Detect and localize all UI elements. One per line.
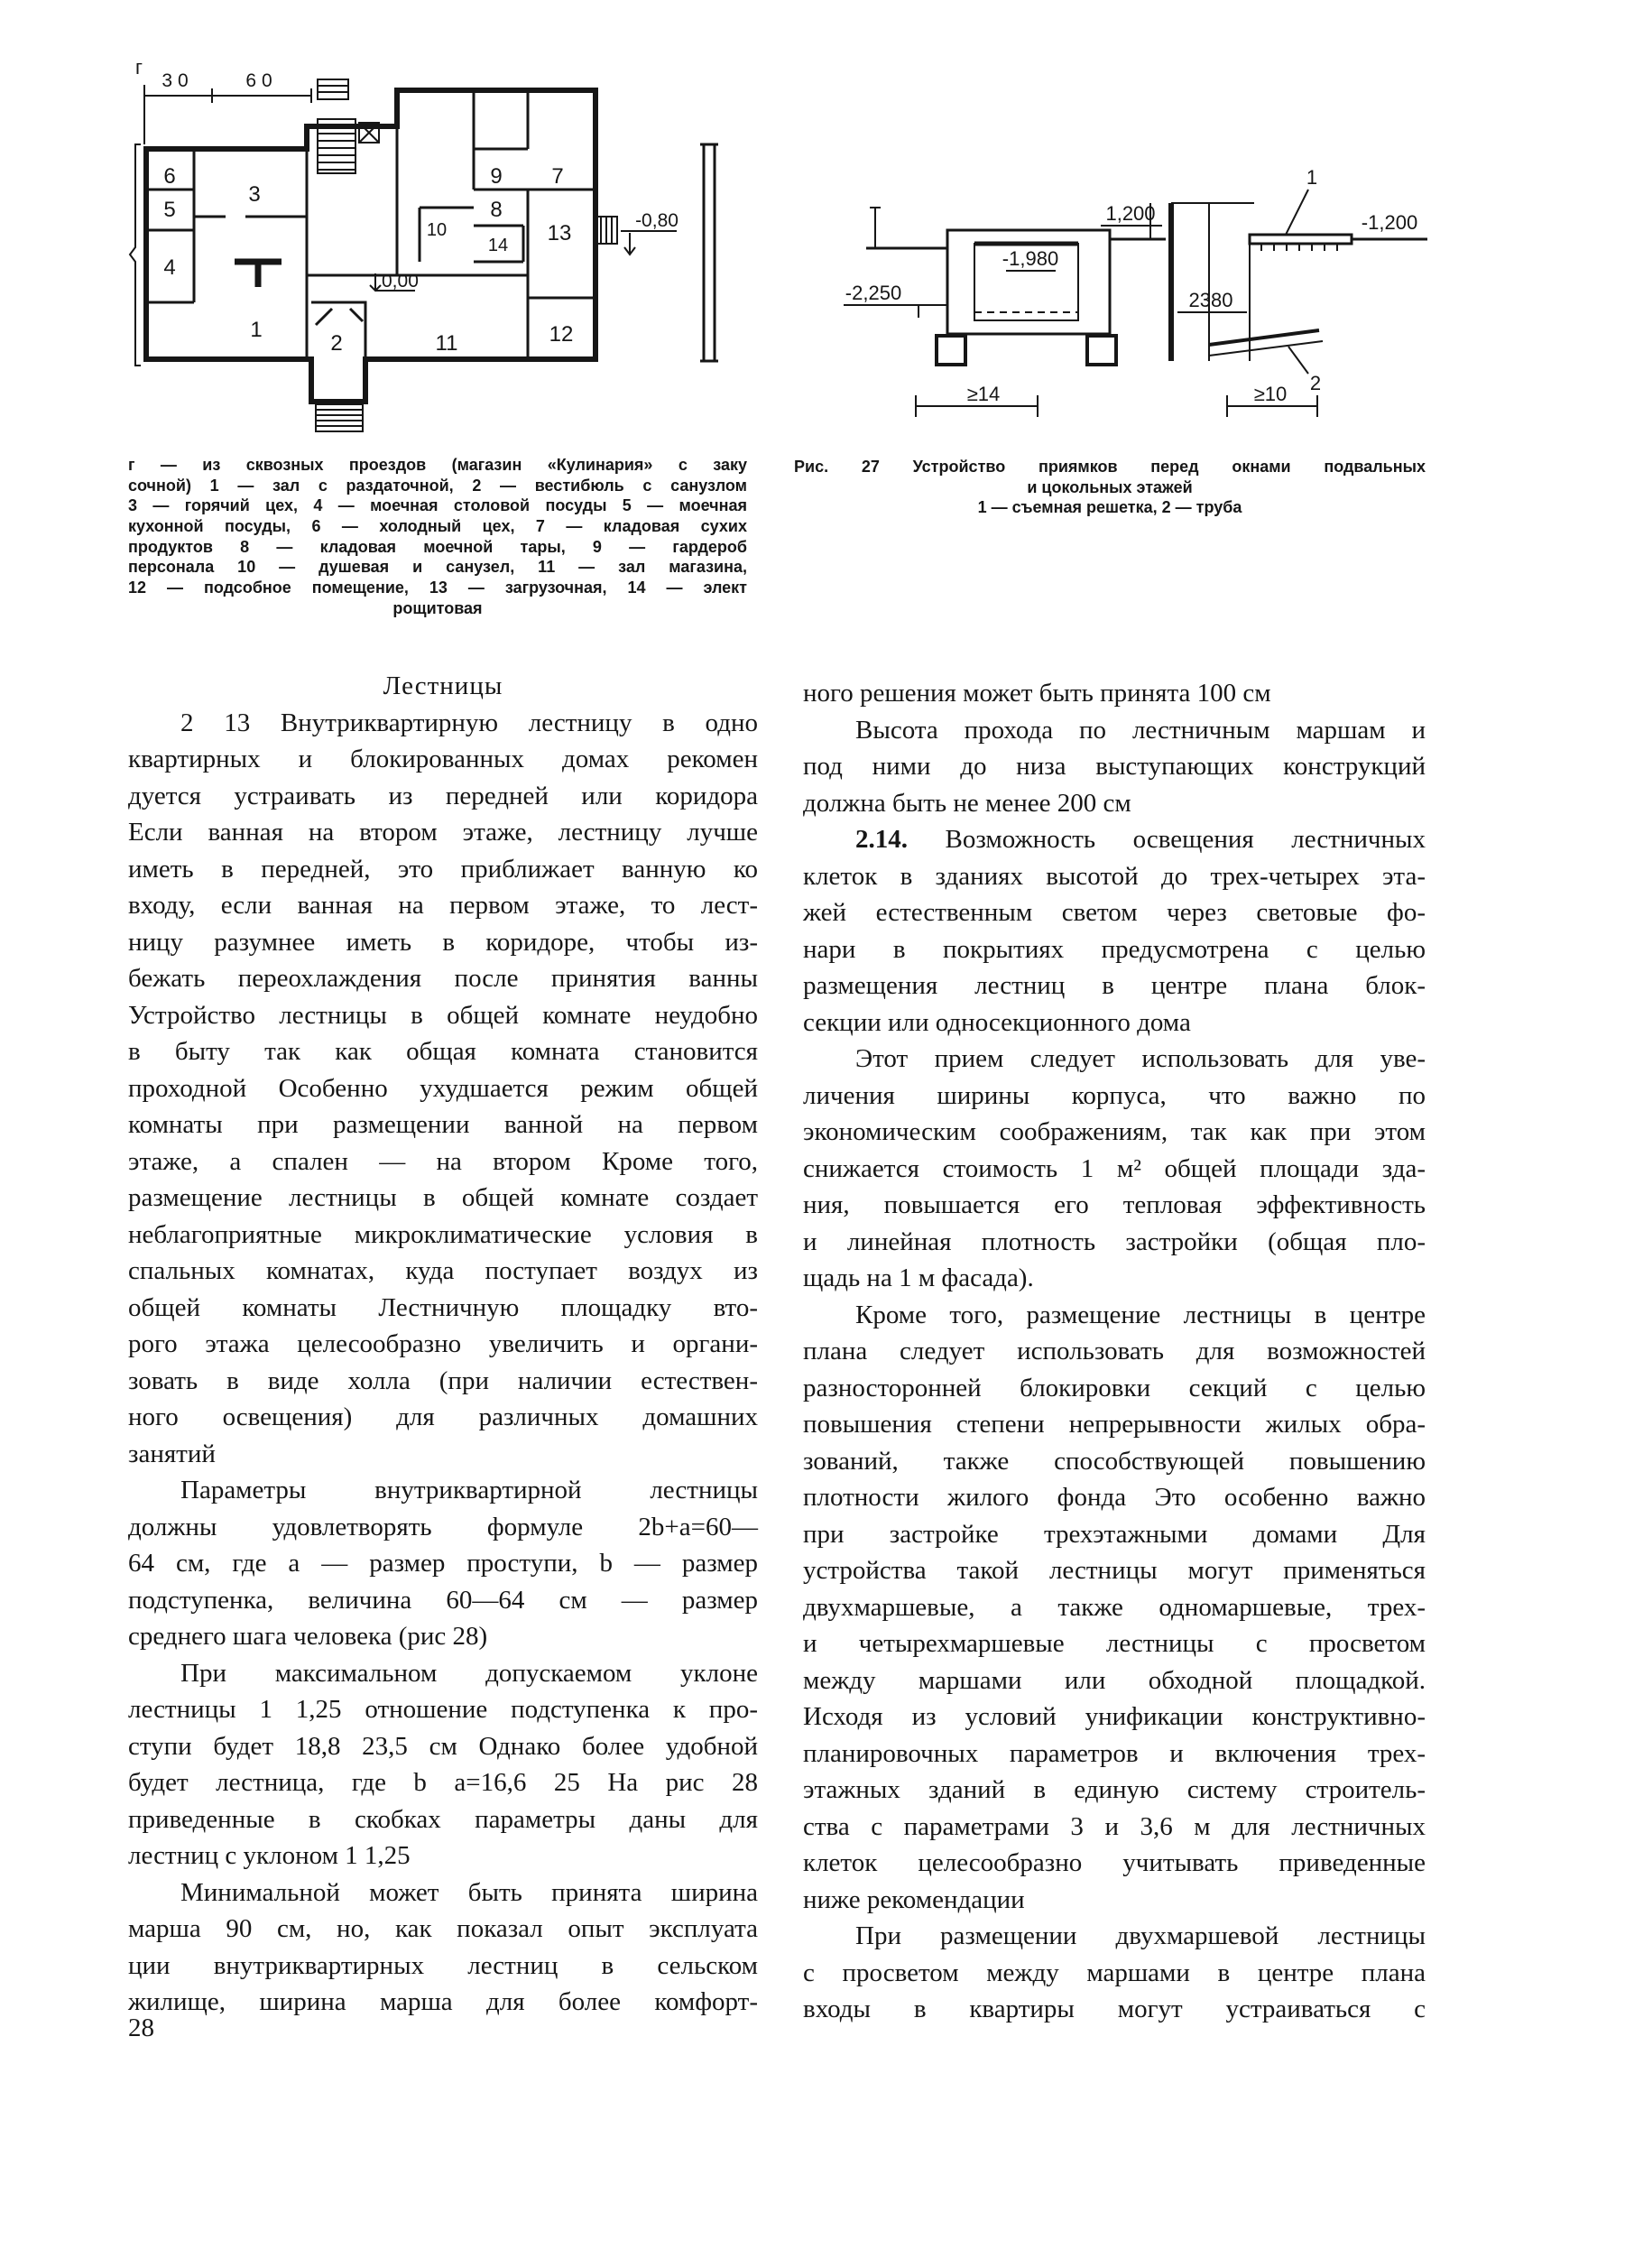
caption-line: 3 — горячий цех, 4 — моечная столовой посуды 5 — моечная bbox=[128, 496, 747, 515]
text-line: с просветом между маршами в центре плана bbox=[803, 1958, 1426, 1987]
plan-level-label: 0,00 bbox=[382, 271, 419, 292]
text-line: приведенные в скобках параметры даны для bbox=[128, 1804, 758, 1834]
text-line: Если ванная на втором этаже, лестницу лучше bbox=[128, 818, 758, 847]
text-line: секции или односекционного дома bbox=[803, 1007, 1191, 1037]
text-line: проходной Особенно ухудшается режим общей bbox=[128, 1073, 758, 1103]
plan-entrance-steps bbox=[316, 404, 363, 431]
room-number: 8 bbox=[490, 198, 503, 222]
caption-legend: 1 — съемная решетка, 2 — труба bbox=[977, 498, 1242, 517]
text-line: клеток в зданиях высотой до трех-четырех эта- bbox=[803, 861, 1426, 891]
paragraph bbox=[803, 1041, 1426, 1297]
text-line: зовать в виде холла (при наличии естествен- bbox=[128, 1365, 758, 1395]
paragraph bbox=[128, 1655, 758, 1875]
caption-line bbox=[794, 457, 1426, 477]
text-line: разносторонней блокировки секций с целью bbox=[803, 1373, 1426, 1402]
text-line: ства с параметрами 3 и 3,6 м для лестничных bbox=[803, 1811, 1426, 1841]
text-line: будет лестница, где b a=16,6 25 На рис 28 bbox=[128, 1768, 758, 1797]
text-line: 64 см, где a — размер проступи, b — размер bbox=[128, 1549, 758, 1578]
text-line: этаже, а спален — на втором Кроме того, bbox=[128, 1146, 758, 1176]
room-number: 5 bbox=[163, 198, 176, 222]
paragraph bbox=[128, 1875, 758, 2021]
text-line: снижается стоимость 1 м² общей площади зда- bbox=[803, 1153, 1426, 1183]
text-line: Устройство лестницы в общей комнате неудобно bbox=[128, 1000, 758, 1030]
text-line: лестницы 1 1,25 отношение подступенка к про- bbox=[128, 1695, 758, 1724]
section-labels bbox=[845, 166, 1417, 405]
section-heading: Лестницы bbox=[383, 671, 503, 700]
text-line: и линейная плотность застройки (общая пло- bbox=[803, 1227, 1426, 1256]
room-number: 12 bbox=[549, 322, 574, 347]
text-line: клеток целесообразно учитывать приведенные bbox=[803, 1848, 1426, 1877]
room-number: 11 bbox=[435, 331, 458, 356]
plan-right-wall-bar bbox=[700, 144, 718, 361]
text-line: Кроме того, размещение лестницы в центре bbox=[855, 1300, 1426, 1329]
plan-counter-symbol bbox=[235, 262, 282, 287]
text-line: иметь в передней, это приближает ванную ко bbox=[128, 854, 758, 884]
right-paragraphs bbox=[803, 675, 1426, 2028]
text-line: ницу разумнее иметь в коридоре, чтобы из- bbox=[128, 927, 758, 957]
text-line: плотности жилого фонда Это особенно важно bbox=[803, 1483, 1426, 1512]
text-line: должны удовлетворять формуле 2b+a=60— bbox=[128, 1512, 758, 1541]
width-label: ≥14 bbox=[966, 383, 1001, 405]
text-line: дуется устраивать из передней или коридора bbox=[128, 781, 758, 810]
text-line: двухмаршевые, а также одномаршевые, трех- bbox=[803, 1592, 1426, 1622]
text-line: рого этажа целесообразно увеличить и органи- bbox=[128, 1329, 758, 1358]
text-line: при застройке трехэтажными домами Для bbox=[803, 1519, 1426, 1549]
plan-axis-label: г bbox=[135, 56, 143, 79]
text-line: между маршами или обходной площадкой. bbox=[803, 1665, 1426, 1695]
text-line: жей естественным светом через световые фо- bbox=[803, 898, 1426, 927]
plan-level-label: -0,80 bbox=[635, 210, 679, 231]
room-number: 2 bbox=[330, 331, 343, 356]
text-line: личения ширины корпуса, что важно по bbox=[803, 1080, 1426, 1110]
text-line: входы в квартиры могут устраиваться с bbox=[803, 1995, 1426, 2023]
paragraph bbox=[803, 821, 1426, 1041]
caption-line: персонала 10 — душевая и санузел, 11 — зал магазина, bbox=[128, 558, 747, 577]
text-line: входу, если ванная на первом этаже, то лест- bbox=[128, 891, 758, 920]
text-line: занятий bbox=[128, 1439, 216, 1468]
plan-room-numbers bbox=[163, 164, 573, 356]
text-line: жилище, ширина марша для более комфорт- bbox=[128, 1987, 758, 2016]
areaway-section-figure bbox=[830, 153, 1435, 433]
text-line: При максимальном допускаемом уклоне bbox=[180, 1658, 758, 1688]
text-line: При размещении двухмаршевой лестницы bbox=[855, 1921, 1426, 1950]
text-line: ступи будет 18,8 23,5 см Однако более удобной bbox=[128, 1731, 758, 1761]
room-number: 7 bbox=[551, 164, 564, 189]
caption-line: 12 — подсобное помещение, 13 — загрузочная, 14 — элект bbox=[128, 579, 747, 597]
text-line: бежать переохлаждения после принятия ванны bbox=[128, 964, 758, 993]
paragraph bbox=[803, 1297, 1426, 1919]
caption-line: сочной) 1 — зал с раздаточной, 2 — вестибюль с санузлом bbox=[128, 476, 747, 495]
level-label: -2,250 bbox=[845, 282, 902, 304]
text-line: в быту так как общая комната становится bbox=[128, 1037, 758, 1066]
caption-line: продуктов 8 — кладовая моечной тары, 9 — гардероб bbox=[128, 537, 747, 556]
text-line bbox=[803, 821, 1426, 858]
text-line: квартирных и блокированных домах рекомен bbox=[128, 745, 758, 773]
room-number: 1 bbox=[250, 318, 263, 342]
room-number: 10 bbox=[426, 220, 448, 240]
room-number: 6 bbox=[163, 164, 176, 189]
room-number: 9 bbox=[490, 164, 503, 189]
paragraph bbox=[803, 675, 1426, 712]
text-line: Параметры внутриквартирной лестницы bbox=[180, 1476, 758, 1504]
callout-number: 2 bbox=[1309, 372, 1322, 394]
text-line: марша 90 см, но, как показал опыт эксплуата bbox=[128, 1914, 758, 1943]
caption-line: и цокольных этажей bbox=[1027, 477, 1193, 496]
line-text: Возможность освещения лестничных bbox=[945, 825, 1426, 854]
text-line: щадь на 1 м фасада). bbox=[803, 1264, 1034, 1292]
text-line: должна быть не менее 200 см bbox=[803, 788, 1131, 818]
text-line: планировочных параметров и включения трех- bbox=[803, 1738, 1426, 1768]
floor-plan-caption bbox=[128, 455, 747, 619]
clause-number: 2.14. bbox=[855, 825, 908, 854]
text-line: размещение лестницы в общей комнате создает bbox=[128, 1183, 758, 1212]
text-line: этажных зданий в единую систему строитель- bbox=[803, 1775, 1426, 1804]
text-line: ния, повышается его тепловая эффективность bbox=[803, 1190, 1426, 1219]
level-label: -1,980 bbox=[1002, 247, 1059, 270]
level-label: 1,200 bbox=[1105, 202, 1156, 225]
text-line: общей комнаты Лестничную площадку вто- bbox=[128, 1292, 758, 1322]
plan-dimension-label: 30 bbox=[162, 70, 194, 91]
text-line: ниже рекомендации bbox=[803, 1884, 1025, 1914]
text-line: Минимальной может быть принята ширина bbox=[180, 1877, 758, 1907]
caption-line: рощитовая bbox=[392, 598, 483, 617]
text-line: зований, также способствующей повышению bbox=[803, 1446, 1426, 1476]
text-line: спальных комнатах, куда поступает воздух из bbox=[128, 1256, 758, 1285]
level-label: -1,200 bbox=[1361, 211, 1418, 234]
floor-plan-figure bbox=[126, 54, 722, 442]
width-label: ≥10 bbox=[1253, 383, 1288, 405]
caption-line: кухонной посуды, 6 — холодный цех, 7 — кладовая сухих bbox=[128, 517, 747, 536]
room-number: 3 bbox=[248, 182, 261, 207]
text-line: ции внутриквартирных лестниц в сельском bbox=[128, 1950, 758, 1980]
text-line: лестниц с уклоном 1 1,25 bbox=[128, 1841, 411, 1870]
text-line: устройства такой лестницы могут применяться bbox=[803, 1556, 1426, 1585]
text-line: ного решения может быть принята 100 см bbox=[803, 679, 1271, 708]
text-line: ного освещения) для различных домашних bbox=[128, 1402, 758, 1431]
page-number: 28 bbox=[128, 2013, 154, 2042]
text-line: неблагоприятные микроклиматические условия в bbox=[128, 1219, 758, 1249]
room-number: 4 bbox=[163, 255, 176, 280]
plan-outline-brace bbox=[130, 144, 141, 366]
text-line: среднего шага человека (рис 28) bbox=[128, 1622, 488, 1651]
plan-dimension-label: 60 bbox=[245, 70, 278, 91]
text-line: нари в покрытиях предусмотрена с целью bbox=[803, 934, 1426, 964]
text-line: Высота прохода по лестничным маршам и bbox=[855, 715, 1426, 745]
text-line: плана следует использовать для возможностей bbox=[803, 1337, 1426, 1365]
section-left-drawing bbox=[844, 203, 1166, 417]
height-label: 2380 bbox=[1188, 289, 1233, 311]
text-line: Этот прием следует использовать для уве- bbox=[855, 1044, 1426, 1073]
text-line: под ними до низа выступающих конструкций bbox=[803, 752, 1426, 781]
text-line: повышения степени непрерывности жилых обра- bbox=[803, 1410, 1426, 1439]
text-line: подступенка, величина 60—64 см — размер bbox=[128, 1585, 758, 1615]
areaway-caption bbox=[794, 457, 1426, 518]
text-line: экономическим соображениям, так как при этом bbox=[803, 1117, 1426, 1146]
left-text-column bbox=[128, 668, 758, 2021]
plan-dimension-chain bbox=[144, 85, 311, 144]
text-line: и четырехмаршевые лестницы с просветом bbox=[803, 1629, 1426, 1658]
left-paragraphs bbox=[128, 705, 758, 2021]
text-line: размещения лестниц в центре плана блок- bbox=[803, 971, 1426, 1000]
paragraph bbox=[128, 1472, 758, 1655]
text-line: 2 13 Внутриквартирную лестницу в одно bbox=[180, 708, 758, 737]
room-number: 13 bbox=[547, 221, 572, 245]
paragraph bbox=[803, 1918, 1426, 2028]
paragraph bbox=[803, 712, 1426, 822]
paragraph bbox=[128, 705, 758, 1473]
caption-line: г — из сквозных проездов (магазин «Кулинария» с заку bbox=[128, 456, 747, 474]
text-line: комнаты при размещении ванной на первом bbox=[128, 1110, 758, 1139]
figure-number: Рис. 27 bbox=[794, 458, 880, 476]
figure-title: Устройство приямков перед окнами подвальных bbox=[912, 458, 1426, 476]
right-text-column bbox=[803, 675, 1426, 2028]
text-line: Исходя из условий унификации конструктивно- bbox=[803, 1702, 1426, 1731]
room-number: 14 bbox=[487, 236, 509, 255]
callout-number: 1 bbox=[1306, 166, 1318, 189]
